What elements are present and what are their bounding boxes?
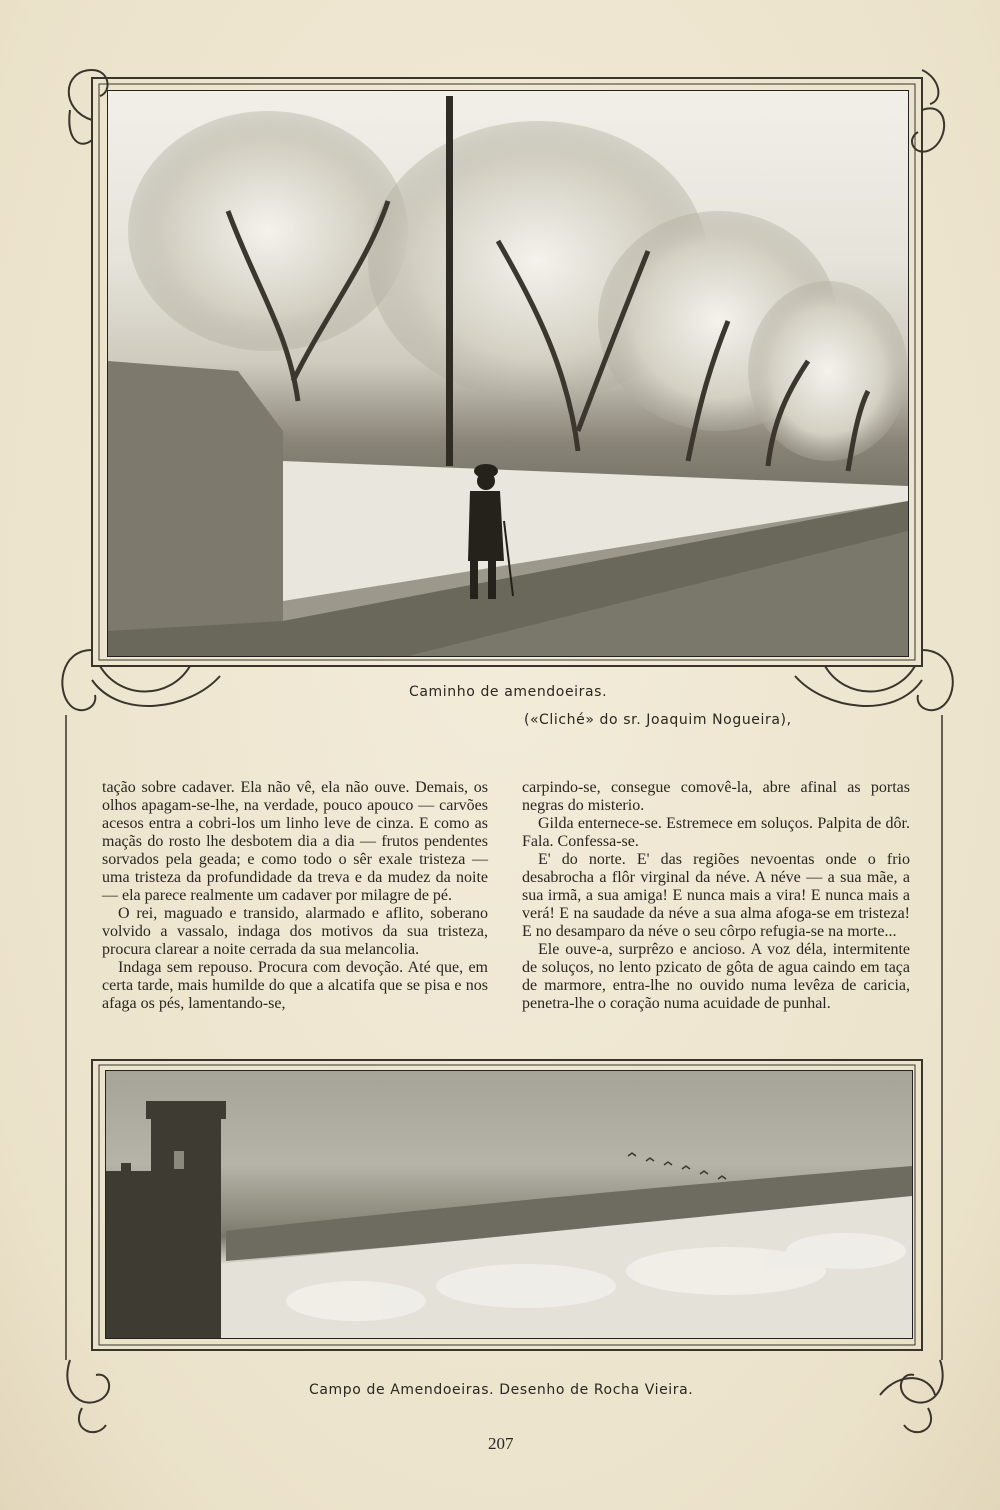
top-photo-credit: («Cliché» do sr. Joaquim Nogueira), — [524, 712, 792, 728]
left-paragraph-2: O rei, maguado e transido, alarmado e aflito, soberano volvido a vassalo, indaga dos motivos da sua tristeza, procura clarear a noite cerrada da sua melancolia. — [102, 905, 488, 958]
right-paragraph-1: carpindo-se, consegue comovê-la, abre afinal as portas negras do misterio. — [522, 779, 910, 814]
illustration-almond-field — [105, 1070, 913, 1339]
left-paragraph-3: Indaga sem repouso. Procura com devoção. Até que, em certa tarde, mais humilde do que a alcatifa que se pisa e nos afaga os pés, lamentando-se, — [102, 959, 488, 1012]
page-number: 207 — [488, 1434, 514, 1453]
bottom-illustration-caption: Campo de Amendoeiras. Desenho de Rocha Vieira. — [309, 1382, 694, 1398]
almond-road-illustration — [108, 91, 908, 656]
right-paragraph-2: Gilda enternece-se. Estremece em soluços. Palpita de dôr. Fala. Confessa-se. — [522, 815, 910, 850]
photo-almond-road — [107, 90, 909, 657]
right-paragraph-3: E' do norte. E' das regiões nevoentas onde o frio desabrocha a flôr virginal da néve. A néve — a sua mãe, a sua irmã, a sua amiga! E nunca mais a vira! E nunca mais a verá! E na saudade da néve a sua alma afoga-se em tristeza! E no desamparo da néve o seu côrpo refugia-se na morte... — [522, 851, 910, 940]
text-column-right — [522, 779, 910, 1013]
top-photo-caption: Caminho de amendoeiras. — [409, 684, 608, 700]
almond-field-illustration — [106, 1071, 912, 1338]
text-column-left — [102, 779, 488, 1013]
left-paragraph-1: tação sobre cadaver. Ela não vê, ela não ouve. Demais, os olhos apagam-se-lhe, na verdade, pouco apouco — carvões acesos entra a cobri-los um linho leve de cinza. E como as maçãs do rosto lhe desbotem dia a dia — frutos pendentes sorvados pela geada; e como todo o sêr exale tristeza — uma tristeza da profundidade da treva e da mudez da noite — ela parece realmente um cadaver por milagre de pé. — [102, 779, 488, 904]
right-paragraph-4: Ele ouve-a, surprêzo e ancioso. A voz déla, intermitente de soluços, no lento pzicato de gôta de agua caindo em taça de marmore, entra-lhe no ouvido numa levêza de caricia, penetra-lhe o coração numa acuidade de punhal. — [522, 941, 910, 1012]
